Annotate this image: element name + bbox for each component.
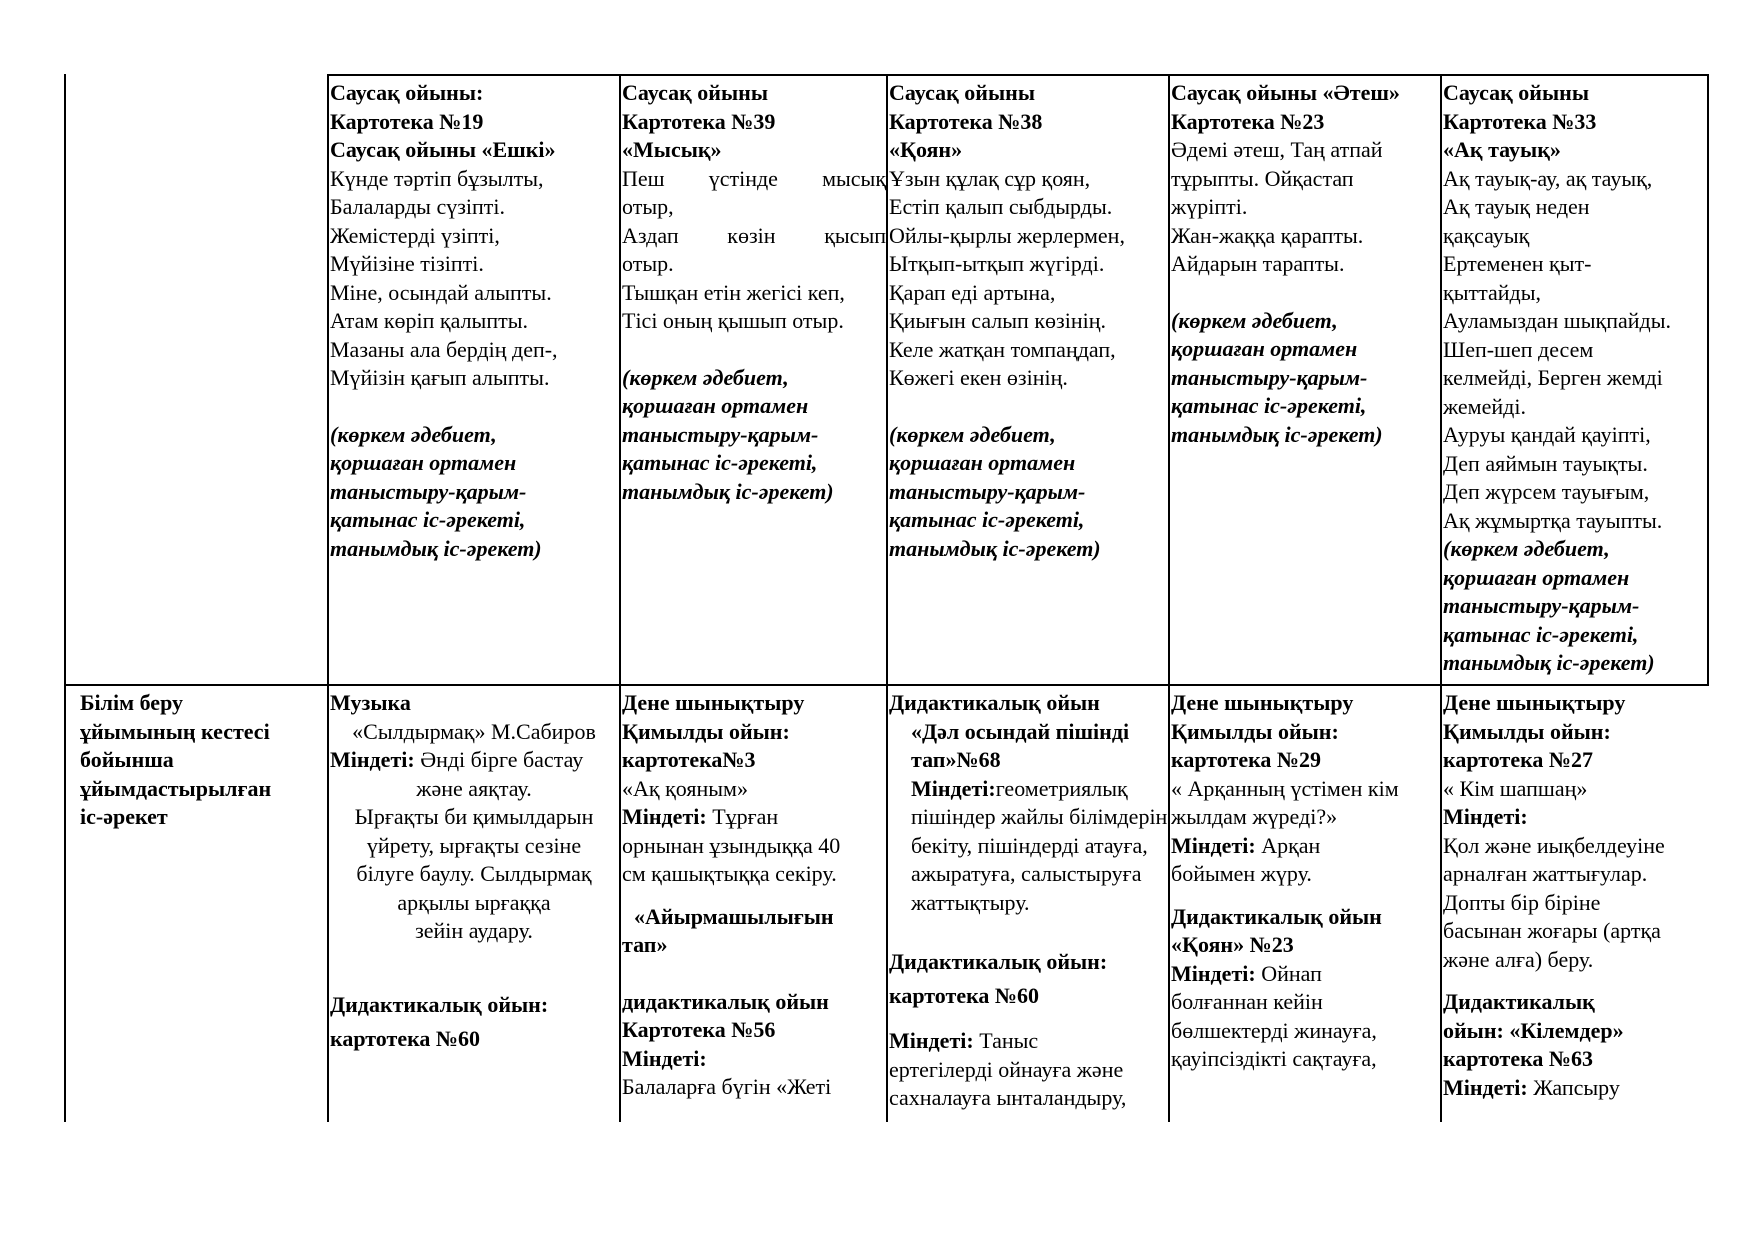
cell-heading: Картотека №23 <box>1171 108 1325 134</box>
cell-heading: Саусақ ойыны <box>622 80 769 105</box>
activity-note: таныстыру-қарым- <box>622 421 819 447</box>
activity-note: (көркем әдебиет, <box>1171 307 1338 333</box>
verse-line: Мүйізіне тізіпті. <box>330 251 484 276</box>
column-divider-3 <box>886 74 888 1122</box>
task-line: Міндеті: Тұрған <box>622 804 779 829</box>
verse-line: келмейді, Берген жемді <box>1443 365 1663 390</box>
song-title: «Сылдырмақ» М.Сабиров <box>352 718 596 744</box>
row1-cell-4 <box>1171 79 1441 449</box>
verse-line: Келе жатқан томпаңдап, <box>889 336 1116 362</box>
task-line: Міндеті: Ойнап <box>1171 960 1322 986</box>
cell-heading: Картотека №19 <box>330 108 484 134</box>
game-title: Дидактикалық ойын: <box>330 991 549 1017</box>
subject-title: Музыка <box>330 690 411 715</box>
game-title: Дидактикалық ойын <box>1171 903 1382 929</box>
activity-note: танымдық іс-әрекет) <box>889 535 1101 561</box>
task-line: пішіндер жайлы білімдерін <box>911 804 1167 829</box>
task-line: Допты бір біріне <box>1443 889 1601 915</box>
row-label-line: Білім беру <box>80 690 184 715</box>
task-line: білуге баулу. Сылдырмақ <box>356 861 592 886</box>
verse-line: Ойлы-қырлы жерлермен, <box>889 222 1125 248</box>
task-line: бөлшектерді жинауға, <box>1171 1017 1377 1043</box>
cell-heading: Саусақ ойыны «Әтеш» <box>1171 80 1400 105</box>
activity-note: қатынас іс-әрекеті, <box>1171 393 1367 418</box>
activity-note: танымдық іс-әрекет) <box>1171 421 1383 447</box>
verse-line: Ақ тауық-ау, ақ тауық, <box>1443 165 1653 191</box>
table-left-border <box>64 74 66 1122</box>
column-divider-2 <box>619 74 621 1122</box>
verse-line: Атам көріп қалыпты. <box>330 308 529 333</box>
game-name: «Айырмашылығын <box>634 903 834 929</box>
verse-line: Шеп-шеп десем <box>1443 336 1594 362</box>
verse-line: Айдарын тарапты. <box>1171 251 1345 276</box>
game-title: Дидактикалық ойын: <box>889 949 1108 974</box>
verse-line: Аздап көзін қысып <box>622 222 886 248</box>
row1-cell-5 <box>1443 79 1705 678</box>
task-line: бойымен жүру. <box>1171 861 1312 886</box>
verse-line: отыр. <box>622 251 674 276</box>
activity-note: танымдық іс-әрекет) <box>330 535 542 561</box>
cell-heading: Картотека №33 <box>1443 108 1597 134</box>
verse-line: Міне, осындай алыпты. <box>330 279 552 305</box>
game-card: картотека №29 <box>1171 747 1322 772</box>
game-card: картотека №63 <box>1443 1046 1594 1071</box>
activity-note: танымдық іс-әрекет) <box>622 478 834 504</box>
task-line: орнынан ұзындыққа 40 <box>622 832 841 858</box>
row-label-line: ұйымдастырылған <box>80 775 272 801</box>
game-name: «Дәл осындай пішінді <box>911 718 1130 744</box>
task-line: Ырғақты би қимылдарын <box>354 804 594 829</box>
row2-cell-5 <box>1443 689 1705 1102</box>
activity-note: қоршаған ортамен <box>330 450 517 475</box>
verse-line: Мазаны ала бердің деп-, <box>330 336 558 362</box>
activity-note: танымдық іс-әрекет) <box>1443 650 1655 675</box>
verse-line: Мүйізін қағып алыпты. <box>330 365 550 390</box>
row-divider <box>64 684 1709 686</box>
task-label: Міндеті: <box>622 1045 707 1071</box>
game-title: Қимылды ойын: <box>622 718 790 744</box>
game-name: «Қоян» №23 <box>1171 932 1294 957</box>
row2-label-cell <box>80 689 325 832</box>
verse-line: Ертеменен қыт- <box>1443 251 1592 276</box>
verse-line: қыттайды, <box>1443 279 1541 305</box>
activity-note: таныстыру-қарым- <box>1171 364 1368 390</box>
table-top-border <box>327 74 1709 76</box>
row-label-line: іс-әрекет <box>80 804 168 829</box>
task-line: болғаннан кейін <box>1171 989 1323 1014</box>
game-name: « Арқанның үстімен кім <box>1171 775 1399 801</box>
game-name: жылдам жүреді?» <box>1171 804 1338 829</box>
game-title: Қимылды ойын: <box>1443 718 1611 744</box>
game-title: Дидактикалық <box>1443 989 1595 1014</box>
cell-heading: Саусақ ойыны «Ешкі» <box>330 137 556 162</box>
game-card: картотека№3 <box>622 747 756 772</box>
row-label-line: ұйымының кестесі <box>80 718 270 744</box>
task-line: Міндеті: Арқан <box>1171 832 1321 858</box>
game-card: Картотека №56 <box>622 1017 776 1042</box>
game-title: Дидактикалық ойын <box>889 690 1100 715</box>
verse-line: тұрыпты. Ойқастап <box>1171 165 1354 191</box>
verse-line: Тісі оның қышып отыр. <box>622 308 844 333</box>
cell-heading: «Мысық» <box>622 137 722 162</box>
activity-note: (көркем әдебиет, <box>622 364 789 390</box>
activity-note: (көркем әдебиет, <box>889 421 1056 447</box>
activity-note: қатынас іс-әрекеті, <box>330 507 526 532</box>
task-line: арқылы ырғаққа <box>397 889 551 915</box>
verse-line: Деп жүрсем тауығым, <box>1443 479 1650 504</box>
task-line: ертегілерді ойнауға және <box>889 1056 1124 1082</box>
cell-heading: Саусақ ойыны: <box>330 80 484 105</box>
cell-heading: «Ақ тауық» <box>1443 137 1561 162</box>
game-name: тап»№68 <box>911 747 1001 772</box>
game-card: картотека №60 <box>889 983 1040 1008</box>
verse-line: Жемістерді үзіпті, <box>330 222 500 248</box>
verse-line: Ақ тауық неден <box>1443 194 1590 219</box>
verse-line: Әдемі әтеш, Таң атпай <box>1171 137 1383 162</box>
task-line: ажыратуға, салыстыруға <box>911 861 1142 886</box>
verse-line: Ұзын құлақ сұр қоян, <box>889 165 1091 191</box>
verse-line: отыр, <box>622 194 674 219</box>
task-line: және алға) беру. <box>1443 946 1594 972</box>
subject-title: Дене шынықтыру <box>622 690 805 715</box>
game-card: картотека №27 <box>1443 747 1594 772</box>
activity-note: қоршаған ортамен <box>1171 336 1358 361</box>
verse-line: Ауруы қандай қауіпті, <box>1443 422 1651 447</box>
game-name: «Ақ қояным» <box>622 775 748 801</box>
verse-line: Ауламыздан шықпайды. <box>1443 308 1671 333</box>
verse-line: Балаларды сүзіпті. <box>330 194 506 219</box>
activity-note: қатынас іс-әрекеті, <box>889 507 1085 532</box>
verse-line: Деп аяймын тауықты. <box>1443 450 1648 476</box>
verse-line: жемейді. <box>1443 393 1526 419</box>
cell-heading: Картотека №39 <box>622 108 776 134</box>
cell-heading: Саусақ ойыны <box>1443 80 1590 105</box>
task-line: қауіпсіздікті сақтауға, <box>1171 1046 1377 1071</box>
subject-title: Дене шынықтыру <box>1171 690 1354 715</box>
column-divider-4 <box>1168 74 1170 1122</box>
verse-line: жүріпті. <box>1171 194 1248 219</box>
verse-line: қақсауық <box>1443 222 1530 248</box>
row-label-line: бойынша <box>80 747 174 772</box>
task-line: басынан жоғары (артқа <box>1443 918 1661 943</box>
game-name: тап» <box>622 932 668 957</box>
task-line: бекіту, пішіндерді атауға, <box>911 832 1148 858</box>
task-line: Міндеті: Әнді бірге бастау <box>330 747 584 772</box>
task-label: Міндеті: <box>1443 804 1528 829</box>
row2-cell-2 <box>622 689 886 1102</box>
activity-note: (көркем әдебиет, <box>1443 536 1610 561</box>
task-line: зейін аудару. <box>415 918 533 943</box>
verse-line: Күнде тәртіп бұзылты, <box>330 165 544 191</box>
table-right-border <box>1707 74 1709 686</box>
task-line: Міндеті:геометриялық <box>911 775 1128 801</box>
activity-note: қоршаған ортамен <box>889 450 1076 475</box>
task-line: сахналауға ынталандыру, <box>889 1085 1127 1110</box>
row1-cell-2 <box>622 79 886 506</box>
task-line: Міндеті: Таныс <box>889 1028 1039 1053</box>
task-line: және аяқтау. <box>416 775 532 801</box>
verse-line: Ақ жұмыртқа тауыпты. <box>1443 507 1663 533</box>
row1-cell-1 <box>330 79 618 563</box>
game-name: ойын: «Кілемдер» <box>1443 1017 1624 1043</box>
verse-line: Жан-жаққа қарапты. <box>1171 222 1364 248</box>
task-line: Міндеті: Жапсыру <box>1443 1074 1620 1100</box>
subject-title: Дене шынықтыру <box>1443 690 1626 715</box>
activity-note: таныстыру-қарым- <box>1443 593 1640 618</box>
task-line: см қашықтыққа секіру. <box>622 861 837 886</box>
task-line: Қол және иықбелдеуіне <box>1443 832 1665 858</box>
activity-note: қатынас іс-әрекеті, <box>622 450 818 475</box>
verse-line: Қарап еді артына, <box>889 279 1056 305</box>
row2-cell-4 <box>1171 689 1441 1074</box>
row1-cell-3 <box>889 79 1167 563</box>
verse-line: Көжегі екен өзінің. <box>889 365 1068 390</box>
activity-note: қоршаған ортамен <box>622 393 809 418</box>
task-line: үйрету, ырғақты сезіне <box>366 832 582 858</box>
task-line: арналған жаттығулар. <box>1443 861 1648 886</box>
task-line: Балаларға бүгін «Жеті <box>622 1074 832 1099</box>
cell-heading: Картотека №38 <box>889 108 1043 134</box>
activity-note: қатынас іс-әрекеті, <box>1443 621 1639 647</box>
task-line: жаттықтыру. <box>911 889 1030 915</box>
game-title: Қимылды ойын: <box>1171 718 1339 744</box>
column-divider-1 <box>327 74 329 1122</box>
activity-note: таныстыру-қарым- <box>889 478 1086 504</box>
activity-note: қоршаған ортамен <box>1443 564 1630 590</box>
activity-note: (көркем әдебиет, <box>330 421 497 447</box>
cell-heading: «Қоян» <box>889 137 963 162</box>
row2-cell-1 <box>330 689 618 1056</box>
game-name: « Кім шапшаң» <box>1443 775 1588 801</box>
verse-line: Тышқан етін жегісі кеп, <box>622 279 845 305</box>
verse-line: Пеш үстінде мысық <box>622 165 886 191</box>
verse-line: Қиығын салып көзінің. <box>889 308 1106 333</box>
row2-cell-3 <box>889 689 1167 1113</box>
verse-line: Ытқып-ытқып жүгірді. <box>889 251 1105 276</box>
cell-heading: Саусақ ойыны <box>889 80 1036 105</box>
game-title: дидактикалық ойын <box>622 988 829 1014</box>
game-card: картотека №60 <box>330 1025 481 1051</box>
activity-note: таныстыру-қарым- <box>330 478 527 504</box>
verse-line: Естіп қалып сыбдырды. <box>889 194 1113 219</box>
